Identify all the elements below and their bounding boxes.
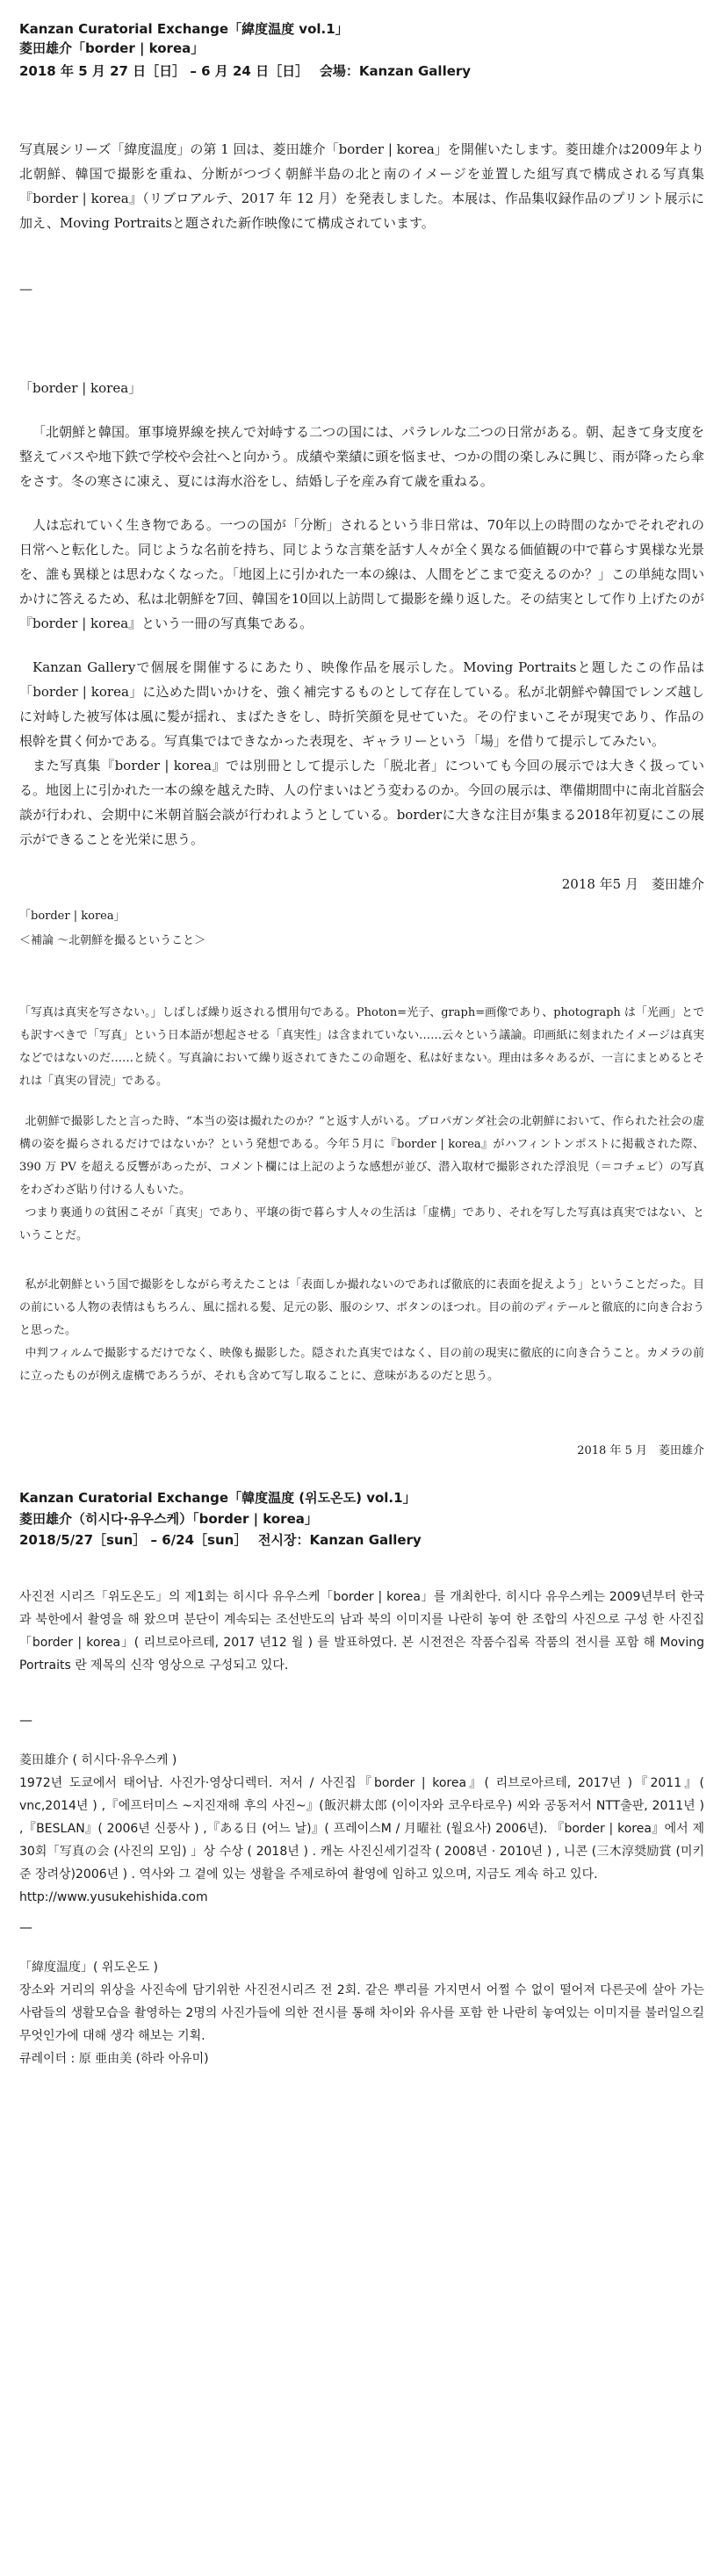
jp-supplement-subtitle: ＜補論 〜北朝鮮を撮るということ＞	[19, 934, 206, 947]
jp-essay-paragraph: 「北朝鮮と韓国。軍事境界線を挟んで対峙する二つの国には、パラレルな二つの日常がある。朝、起きて身支度を整えてバスや地下鉄で学校や会社へと向かう。成績や業績に頭を悩ませ、つかの間の楽しみに興じ、雨が降ったら傘をさす。冬の寒さに凍え、夏には海水浴をし、結婚し子を産み育て歳を重ねる。	[19, 424, 704, 489]
kr-exhibition-title: Kanzan Curatorial Exchange「韓度温度 (위도온도) vol.1」	[19, 1490, 416, 1506]
kr-divider: —	[19, 1712, 32, 1728]
kr-intro: 사진전 시리즈「위도온도」의 제1회는 히시다 유우스케「border | korea」를 개최한다. 히시다 유우스케는 2009년부터 한국과 북한에서 촬영을 해 왔으며 분단이 계속되는 조선반도의 남과 북의 이미지를 나란히 놓여 한 조합의 사진으로 구성 한 사진집「border | korea」( 리브로아르테, 2017 년12 월 ) 를 발표하였다. 본 시전전은 작품수집록 작품의 전시를 포함 해 Moving Portraits 란 제목의 신작 영상으로 구성되고 있다.	[19, 1590, 704, 1673]
kr-bio: 1972년 도쿄에서 태어남. 사진가·영상디렉터. 저서 / 사진집『border | korea』( 리브로아르테, 2017년 )『2011』( vnc,2014년 ) ,『에프터미스 ~지진재해 후의 사진~』(飯沢耕太郎 (이이자와 코우타로우) 씨와 공동저서 NTT출판, 2011년 ) ,『BESLAN』( 2006년 신풍사 ) ,『ある日 (어느 날)』( 프레이스M / 月曜社 (월요사) 2006년). 『border | korea』에서 제30회「写真の会 (사진의 모임) 」상 수상 ( 2018년 ) . 캐논 사진신세기걸작 ( 2008년 · 2010년 ) , 니콘 (三木淳奨励賞 (미키준 장려상)2006년 ) . 역사와 그 곁에 있는 생활을 주제로하여 촬영에 임하고 있으며, 지금도 계속 하고 있다.	[19, 1776, 704, 1882]
jp-essay-paragraph: 人は忘れていく生き物である。一つの国が「分断」されるという非日常は、70年以上の時間のなかでそれぞれの日常へと転化した。同じような名前を持ち、同じような言葉を話す人々が全く異なる価値観の中で暮らす異様な光景を、誰も異様とは思わなくなった。「地図上に引かれた一本の線は、人間をどこまで変えるのか？」この単純な問いかけに答えるため、私は北朝鮮を7回、韓国を10回以上訪問して撮影を繰り返した。その結実として作り上げたのが『border | korea』という一冊の写真集である。	[19, 517, 705, 631]
jp-supplement-paragraph: 中判フィルムで撮影するだけでなく、映像も撮影した。隠された真実ではなく、目の前の現実に徹底的に向き合うこと。カメラの前に立ったものが例え虚構であろうが、それも含めて写し取ることに、意味があるのだと思う。	[19, 1347, 704, 1383]
kr-curator: 큐레이터 : 原 亜由美 (하라 아유미)	[19, 2052, 209, 2066]
jp-supplement-paragraph: 「写真は真実を写さない。」しばしば繰り返される慣用句である。Photon=光子、graph=画像であり、photograph は「光画」とでも訳すべきで「写真」という日本語が想起させる「真実性」は含まれていない……云々という議論。印画紙に刻まれたイメージは真実などではないのだ……と続く。写真論において繰り返されてきたこの命題を、私は好まない。理由は多々あるが、一言にまとめるとそれは「真実の冒涜」である。	[19, 1006, 704, 1088]
jp-header	[19, 19, 704, 81]
jp-dates-venue: 2018 年 5 月 27 日［日］ – 6 月 24 日［日］ 会場：Kanzan Gallery	[19, 63, 472, 79]
jp-supplement-paragraph: 私が北朝鮮という国で撮影をしながら考えたことは「表面しか撮れないのであれば徹底的に表面を捉えよう」ということだった。目の前にいる人物の表情はもちろん、風に揺れる髪、足元の影、服のシワ、ボタンのほつれ。目の前のディテールと徹底的に向き合おうと思った。	[19, 1278, 704, 1337]
kr-artist-title: 菱田雄介（히시다·유우스케）「border | korea」	[19, 1511, 318, 1527]
kr-header	[19, 1487, 704, 1551]
kr-about-title: 「緯度温度」( 위도온도 )	[19, 1961, 158, 1975]
jp-divider: —	[19, 281, 32, 297]
jp-supplement-paragraph: つまり裏通りの貧困こそが「真実」であり、平壌の街で暮らす人々の生活は「虚構」であり、それを写した写真は真実ではない、ということだ。	[19, 1206, 704, 1242]
kr-divider-2: —	[19, 1919, 32, 1935]
jp-essay-title: 「border | korea」	[19, 380, 142, 396]
jp-essay-signature: 2018 年5 月 菱田雄介	[561, 876, 704, 892]
kr-website-link[interactable]	[19, 1886, 704, 1909]
document-page	[19, 19, 704, 2070]
jp-essay-paragraph: また写真集『border | korea』では別冊として提示した「脱北者」についても今回の展示では大きく扱っている。地図上に引かれた一本の線を越えた時、人の佇まいはどう変わるのか。今回の展示は、準備期間中に南北首脳会談が行われ、会期中に米朝首脳会談が行われようとしている。borderに大きな注目が集まる2018年初夏にこの展示ができることを光栄に思う。	[19, 758, 705, 847]
kr-bio-title: 菱田雄介 ( 히시다·유우스케 )	[19, 1753, 177, 1767]
jp-intro: 写真展シリーズ「緯度温度」の第 1 回は、菱田雄介「border | korea」を開催いたします。菱田雄介は2009年より北朝鮮、韓国で撮影を重ね、分断がつづく朝鮮半島の北と南のイメージを並置した組写真で構成される写真集『border | korea』（リブロアルテ、2017 年 12 月）を発表しました。本展は、作品集収録作品のプリント展示に加え、Moving Portraitsと題された新作映像にて構成されています。	[19, 141, 704, 231]
jp-exhibition-title: Kanzan Curatorial Exchange「緯度温度 vol.1」	[19, 21, 349, 37]
kr-about: 장소와 거리의 위상을 사진속에 담기위한 사진전시리즈 전 2회. 같은 뿌리를 가지면서 어쩔 수 없이 떨어져 다른곳에 살아 가는 사람들의 생활모습을 촬영하는 2명의 사진가들에 의한 전시를 통해 차이와 유사를 포함 한 나란히 놓여있는 이미지를 불러일으킬 무엇인가에 대해 생각 해보는 기획.	[19, 1983, 704, 2043]
jp-supplement-label: 「border | korea」	[19, 910, 126, 923]
jp-supplement-signature: 2018 年 5 月 菱田雄介	[577, 1444, 704, 1457]
kr-dates-venue: 2018/5/27［sun］ – 6/24［sun］ 전시장：Kanzan Gallery	[19, 1532, 422, 1548]
kr-website-url[interactable]: http://www.yusukehishida.com	[19, 1890, 208, 1904]
jp-supplement-paragraph: 北朝鮮で撮影したと言った時、“本当の姿は撮れたのか？”と返す人がいる。プロパガンダ社会の北朝鮮において、作られた社会の虚構の姿を撮らされるだけではないか？という発想である。今年５月に『border | korea』がハフィントンポストに掲載された際、390 万 PV を超える反響があったが、コメント欄には上記のような感想が並び、潜入取材で撮影された浮浪児（＝コチェビ）の写真をわざわざ貼り付ける人もいた。	[19, 1115, 704, 1197]
jp-artist-title: 菱田雄介「border | korea」	[19, 40, 205, 56]
jp-essay-paragraph: Kanzan Galleryで個展を開催するにあたり、映像作品を展示した。Moving Portraitsと題したこの作品は「border | korea」に込めた問いかけを、強く補完するものとして存在している。私が北朝鮮や韓国でレンズ越しに対峙した被写体は風に髪が揺れ、まばたきをし、時折笑顔を見せていた。その佇まいこそが現実であり、作品の根幹を貫く何かである。写真集ではできなかった表現を、ギャラリーという「場」を借りて提示してみたい。	[19, 659, 704, 749]
